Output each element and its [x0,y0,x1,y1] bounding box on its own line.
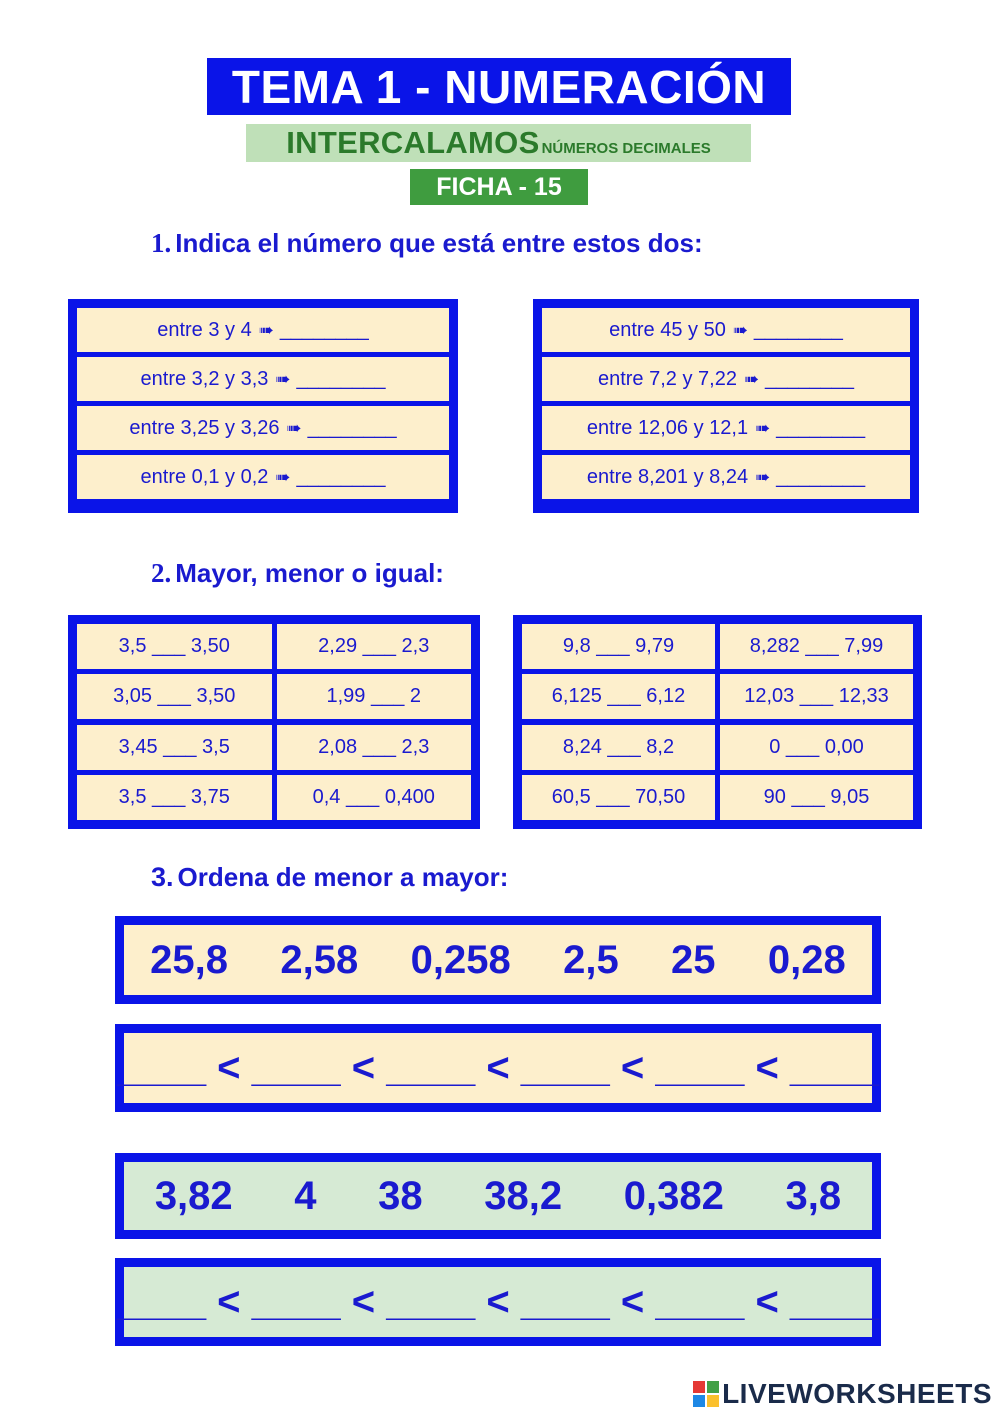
exercise-1-right-box [533,299,919,513]
comparison-cell[interactable]: 6,125 ___ 6,12 [522,674,715,719]
order-answer-1-box [115,1024,881,1112]
right-arrow-icon: ➠ [732,319,748,340]
liveworksheets-icon [693,1381,719,1407]
exercise-2-heading [151,558,444,589]
answer-blank[interactable]: ________ [307,416,397,439]
number-set-2-box [115,1153,881,1239]
answer-blank[interactable]: ________ [296,465,386,488]
page-title: TEMA 1 - NUMERACIÓN [207,58,791,115]
comparison-cell[interactable]: 2,08 ___ 2,3 [277,725,472,770]
right-arrow-icon: ➠ [258,319,274,340]
subtitle-main: INTERCALAMOS [286,125,540,160]
between-prompt: entre 8,201 y 8,24 [586,465,749,488]
between-item[interactable] [542,357,910,401]
comparison-cell[interactable]: 3,5 ___ 3,50 [77,624,272,669]
number-item: 0,258 [410,937,511,982]
comparison-cell[interactable]: 1,99 ___ 2 [277,674,472,719]
liveworksheets-logo [693,1378,992,1410]
between-prompt: entre 45 y 50 [609,318,726,341]
comparison-cell[interactable]: 0 ___ 0,00 [720,725,913,770]
between-prompt: entre 7,2 y 7,22 [597,367,737,390]
right-arrow-icon: ➠ [286,417,302,438]
number-item: 38,2 [484,1173,563,1218]
number-item: 3,8 [785,1173,842,1218]
comparison-cell[interactable]: 8,24 ___ 8,2 [522,725,715,770]
comparison-cell[interactable]: 12,03 ___ 12,33 [720,674,913,719]
number-item: 25 [671,937,716,982]
right-arrow-icon: ➠ [275,466,291,487]
number-item: 0,28 [767,937,846,982]
exercise-2-left-box [68,615,480,829]
right-arrow-icon: ➠ [755,417,771,438]
exercise-1-left-box [68,299,458,513]
comparison-cell[interactable]: 3,5 ___ 3,75 [77,775,272,820]
exercise-1-number: 1. [151,228,172,258]
comparison-cell[interactable]: 0,4 ___ 0,400 [277,775,472,820]
between-item[interactable] [77,406,449,450]
answer-blank[interactable]: ________ [296,367,386,390]
comparison-cell[interactable]: 2,29 ___ 2,3 [277,624,472,669]
right-arrow-icon: ➠ [743,368,760,389]
comparison-cell[interactable]: 60,5 ___ 70,50 [522,775,715,820]
answer-blank[interactable]: ________ [776,465,866,488]
answer-blank[interactable]: ________ [765,367,855,390]
number-set-1-box [115,916,881,1004]
exercise-3-number: 3. [151,862,174,892]
number-item: 2,5 [563,937,619,982]
exercise-2-right-box [513,615,922,829]
order-answer-1[interactable]: ____ < ____ < ____ < ____ < ____ < ____ [124,1033,872,1103]
answer-blank[interactable]: ________ [776,416,866,439]
order-answer-2-box [115,1258,881,1346]
subtitle-banner [246,124,751,162]
order-answer-2[interactable]: ____ < ____ < ____ < ____ < ____ < ____ [124,1267,872,1337]
exercise-3-instruction: Ordena de menor a mayor: [177,862,509,892]
between-prompt: entre 3 y 4 [157,318,252,341]
comparison-cell[interactable]: 8,282 ___ 7,99 [720,624,913,669]
number-item: 2,58 [280,937,359,982]
between-prompt: entre 0,1 y 0,2 [140,465,269,488]
number-item: 38 [378,1173,423,1218]
exercise-1-heading [151,228,703,259]
between-item[interactable] [542,455,910,499]
number-set-2 [124,1162,872,1230]
exercise-3-heading [151,862,508,893]
comparison-cell[interactable]: 3,05 ___ 3,50 [77,674,272,719]
number-item: 0,382 [623,1173,724,1218]
number-item: 25,8 [150,937,229,982]
number-item: 4 [294,1173,317,1218]
between-prompt: entre 3,2 y 3,3 [140,367,269,390]
right-arrow-icon: ➠ [755,466,771,487]
right-arrow-icon: ➠ [275,368,291,389]
between-item[interactable] [542,308,910,352]
number-item: 3,82 [154,1173,233,1218]
comparison-cell[interactable]: 3,45 ___ 3,5 [77,725,272,770]
subtitle-secondary: NÚMEROS DECIMALES [541,139,711,157]
exercise-2-instruction: Mayor, menor o igual: [175,558,444,588]
exercise-1-instruction: Indica el número que está entre estos dos: [175,228,703,258]
comparison-cell[interactable]: 9,8 ___ 9,79 [522,624,715,669]
between-item[interactable] [542,406,910,450]
between-item[interactable] [77,357,449,401]
between-prompt: entre 12,06 y 12,1 [586,416,749,439]
exercise-2-number: 2. [151,558,172,588]
answer-blank[interactable]: ________ [753,318,843,341]
between-prompt: entre 3,25 y 3,26 [129,416,280,439]
comparison-cell[interactable]: 90 ___ 9,05 [720,775,913,820]
between-item[interactable] [77,455,449,499]
between-item[interactable] [77,308,449,352]
logo-text: LIVEWORKSHEETS [722,1378,992,1409]
worksheet-number: FICHA - 15 [410,169,588,205]
number-set-1 [124,925,872,995]
answer-blank[interactable]: ________ [279,318,369,341]
